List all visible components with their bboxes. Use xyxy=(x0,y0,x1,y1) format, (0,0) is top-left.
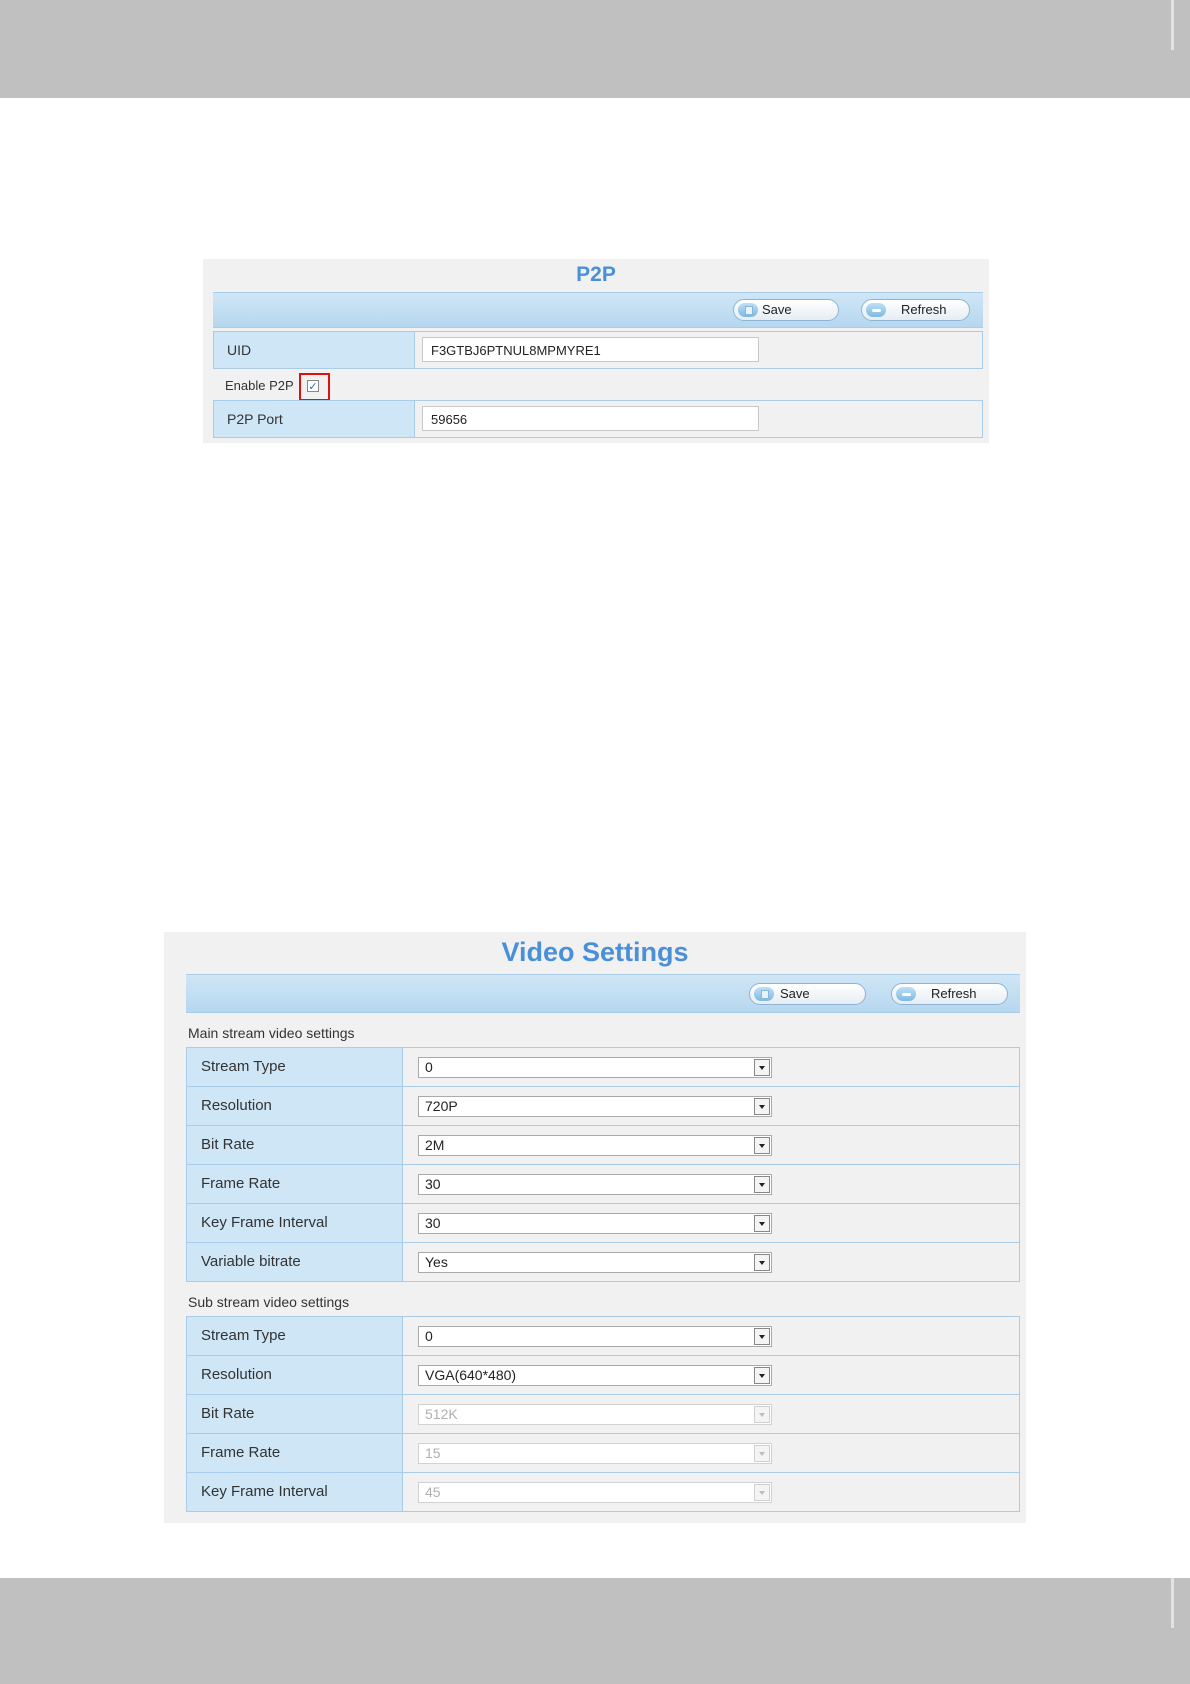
page-header-band xyxy=(0,0,1190,98)
chevron-down-icon xyxy=(754,1176,770,1193)
select-value: 2M xyxy=(425,1137,445,1153)
page-footer-band xyxy=(0,1578,1190,1684)
chevron-down-icon xyxy=(754,1059,770,1076)
save-icon xyxy=(738,303,758,317)
p2p-port-field[interactable]: 59656 xyxy=(422,406,759,431)
select-value: Yes xyxy=(425,1254,448,1270)
enable-p2p-checkbox[interactable]: ✓ xyxy=(308,381,318,393)
select-value: 15 xyxy=(425,1445,441,1461)
select-value: 45 xyxy=(425,1484,441,1500)
select-value: 720P xyxy=(425,1098,458,1114)
refresh-button[interactable]: Refresh xyxy=(861,299,970,321)
settings-row-variable-bitrate xyxy=(186,1242,1020,1282)
save-button[interactable]: Save xyxy=(749,983,866,1005)
select-value: 512K xyxy=(425,1406,458,1422)
chevron-down-icon xyxy=(754,1406,770,1423)
settings-row-bit-rate xyxy=(186,1394,1020,1434)
p2p-panel xyxy=(203,259,989,443)
p2p-port-label: P2P Port xyxy=(227,411,283,427)
save-button[interactable]: Save xyxy=(733,299,839,321)
setting-label: Stream Type xyxy=(201,1058,286,1075)
select-value: 30 xyxy=(425,1215,441,1231)
save-icon xyxy=(754,987,774,1001)
select-value: 0 xyxy=(425,1059,433,1075)
refresh-icon xyxy=(896,987,916,1001)
video-settings-panel xyxy=(164,932,1026,1523)
enable-p2p-label: Enable P2P xyxy=(225,378,294,393)
chevron-down-icon xyxy=(754,1254,770,1271)
settings-row-stream-type xyxy=(186,1316,1020,1356)
uid-field[interactable]: F3GTBJ6PTNUL8MPMYRE1 xyxy=(422,337,759,362)
p2p-port-row xyxy=(213,400,983,438)
highlight-box xyxy=(299,373,330,401)
stream-type-select[interactable] xyxy=(418,1057,772,1078)
scrollbar-track xyxy=(1171,0,1174,50)
sub-stream-section-label: Sub stream video settings xyxy=(188,1294,350,1310)
resolution-select[interactable] xyxy=(418,1096,772,1117)
bit-rate-select xyxy=(418,1404,772,1425)
settings-row-stream-type xyxy=(186,1047,1020,1087)
refresh-icon xyxy=(866,303,886,317)
refresh-button[interactable]: Refresh xyxy=(891,983,1008,1005)
select-value: VGA(640*480) xyxy=(425,1367,517,1383)
chevron-down-icon xyxy=(754,1098,770,1115)
toolbar xyxy=(186,974,1020,1013)
chevron-down-icon xyxy=(754,1445,770,1462)
scrollbar-track xyxy=(1171,1578,1174,1628)
settings-row-resolution xyxy=(186,1355,1020,1395)
setting-label: Resolution xyxy=(201,1097,272,1114)
settings-row-key-frame-interval xyxy=(186,1203,1020,1243)
select-value: 0 xyxy=(425,1328,433,1344)
key-frame-interval-select[interactable] xyxy=(418,1213,772,1234)
variable-bitrate-select[interactable] xyxy=(418,1252,772,1273)
chevron-down-icon xyxy=(754,1137,770,1154)
key-frame-interval-select xyxy=(418,1482,772,1503)
enable-p2p-row xyxy=(213,371,983,401)
main-stream-section-label: Main stream video settings xyxy=(188,1025,355,1041)
frame-rate-select[interactable] xyxy=(418,1174,772,1195)
bit-rate-select[interactable] xyxy=(418,1135,772,1156)
setting-label: Stream Type xyxy=(201,1327,286,1344)
chevron-down-icon xyxy=(754,1328,770,1345)
settings-row-frame-rate xyxy=(186,1164,1020,1204)
setting-label: Frame Rate xyxy=(201,1175,281,1192)
toolbar xyxy=(213,292,983,328)
select-value: 30 xyxy=(425,1176,441,1192)
setting-label: Frame Rate xyxy=(201,1444,281,1461)
uid-row xyxy=(213,331,983,369)
setting-label: Variable bitrate xyxy=(201,1253,301,1270)
chevron-down-icon xyxy=(754,1367,770,1384)
page-title: P2P xyxy=(576,263,616,286)
page-title: Video Settings xyxy=(501,937,689,967)
chevron-down-icon xyxy=(754,1484,770,1501)
uid-label: UID xyxy=(227,342,252,358)
settings-row-resolution xyxy=(186,1086,1020,1126)
frame-rate-select xyxy=(418,1443,772,1464)
settings-row-frame-rate xyxy=(186,1433,1020,1473)
settings-row-key-frame-interval xyxy=(186,1472,1020,1512)
stream-type-select[interactable] xyxy=(418,1326,772,1347)
chevron-down-icon xyxy=(754,1215,770,1232)
setting-label: Resolution xyxy=(201,1366,272,1383)
setting-label: Bit Rate xyxy=(201,1136,255,1153)
setting-label: Bit Rate xyxy=(201,1405,255,1422)
setting-label: Key Frame Interval xyxy=(201,1483,328,1500)
resolution-select[interactable] xyxy=(418,1365,772,1386)
settings-row-bit-rate xyxy=(186,1125,1020,1165)
setting-label: Key Frame Interval xyxy=(201,1214,328,1231)
